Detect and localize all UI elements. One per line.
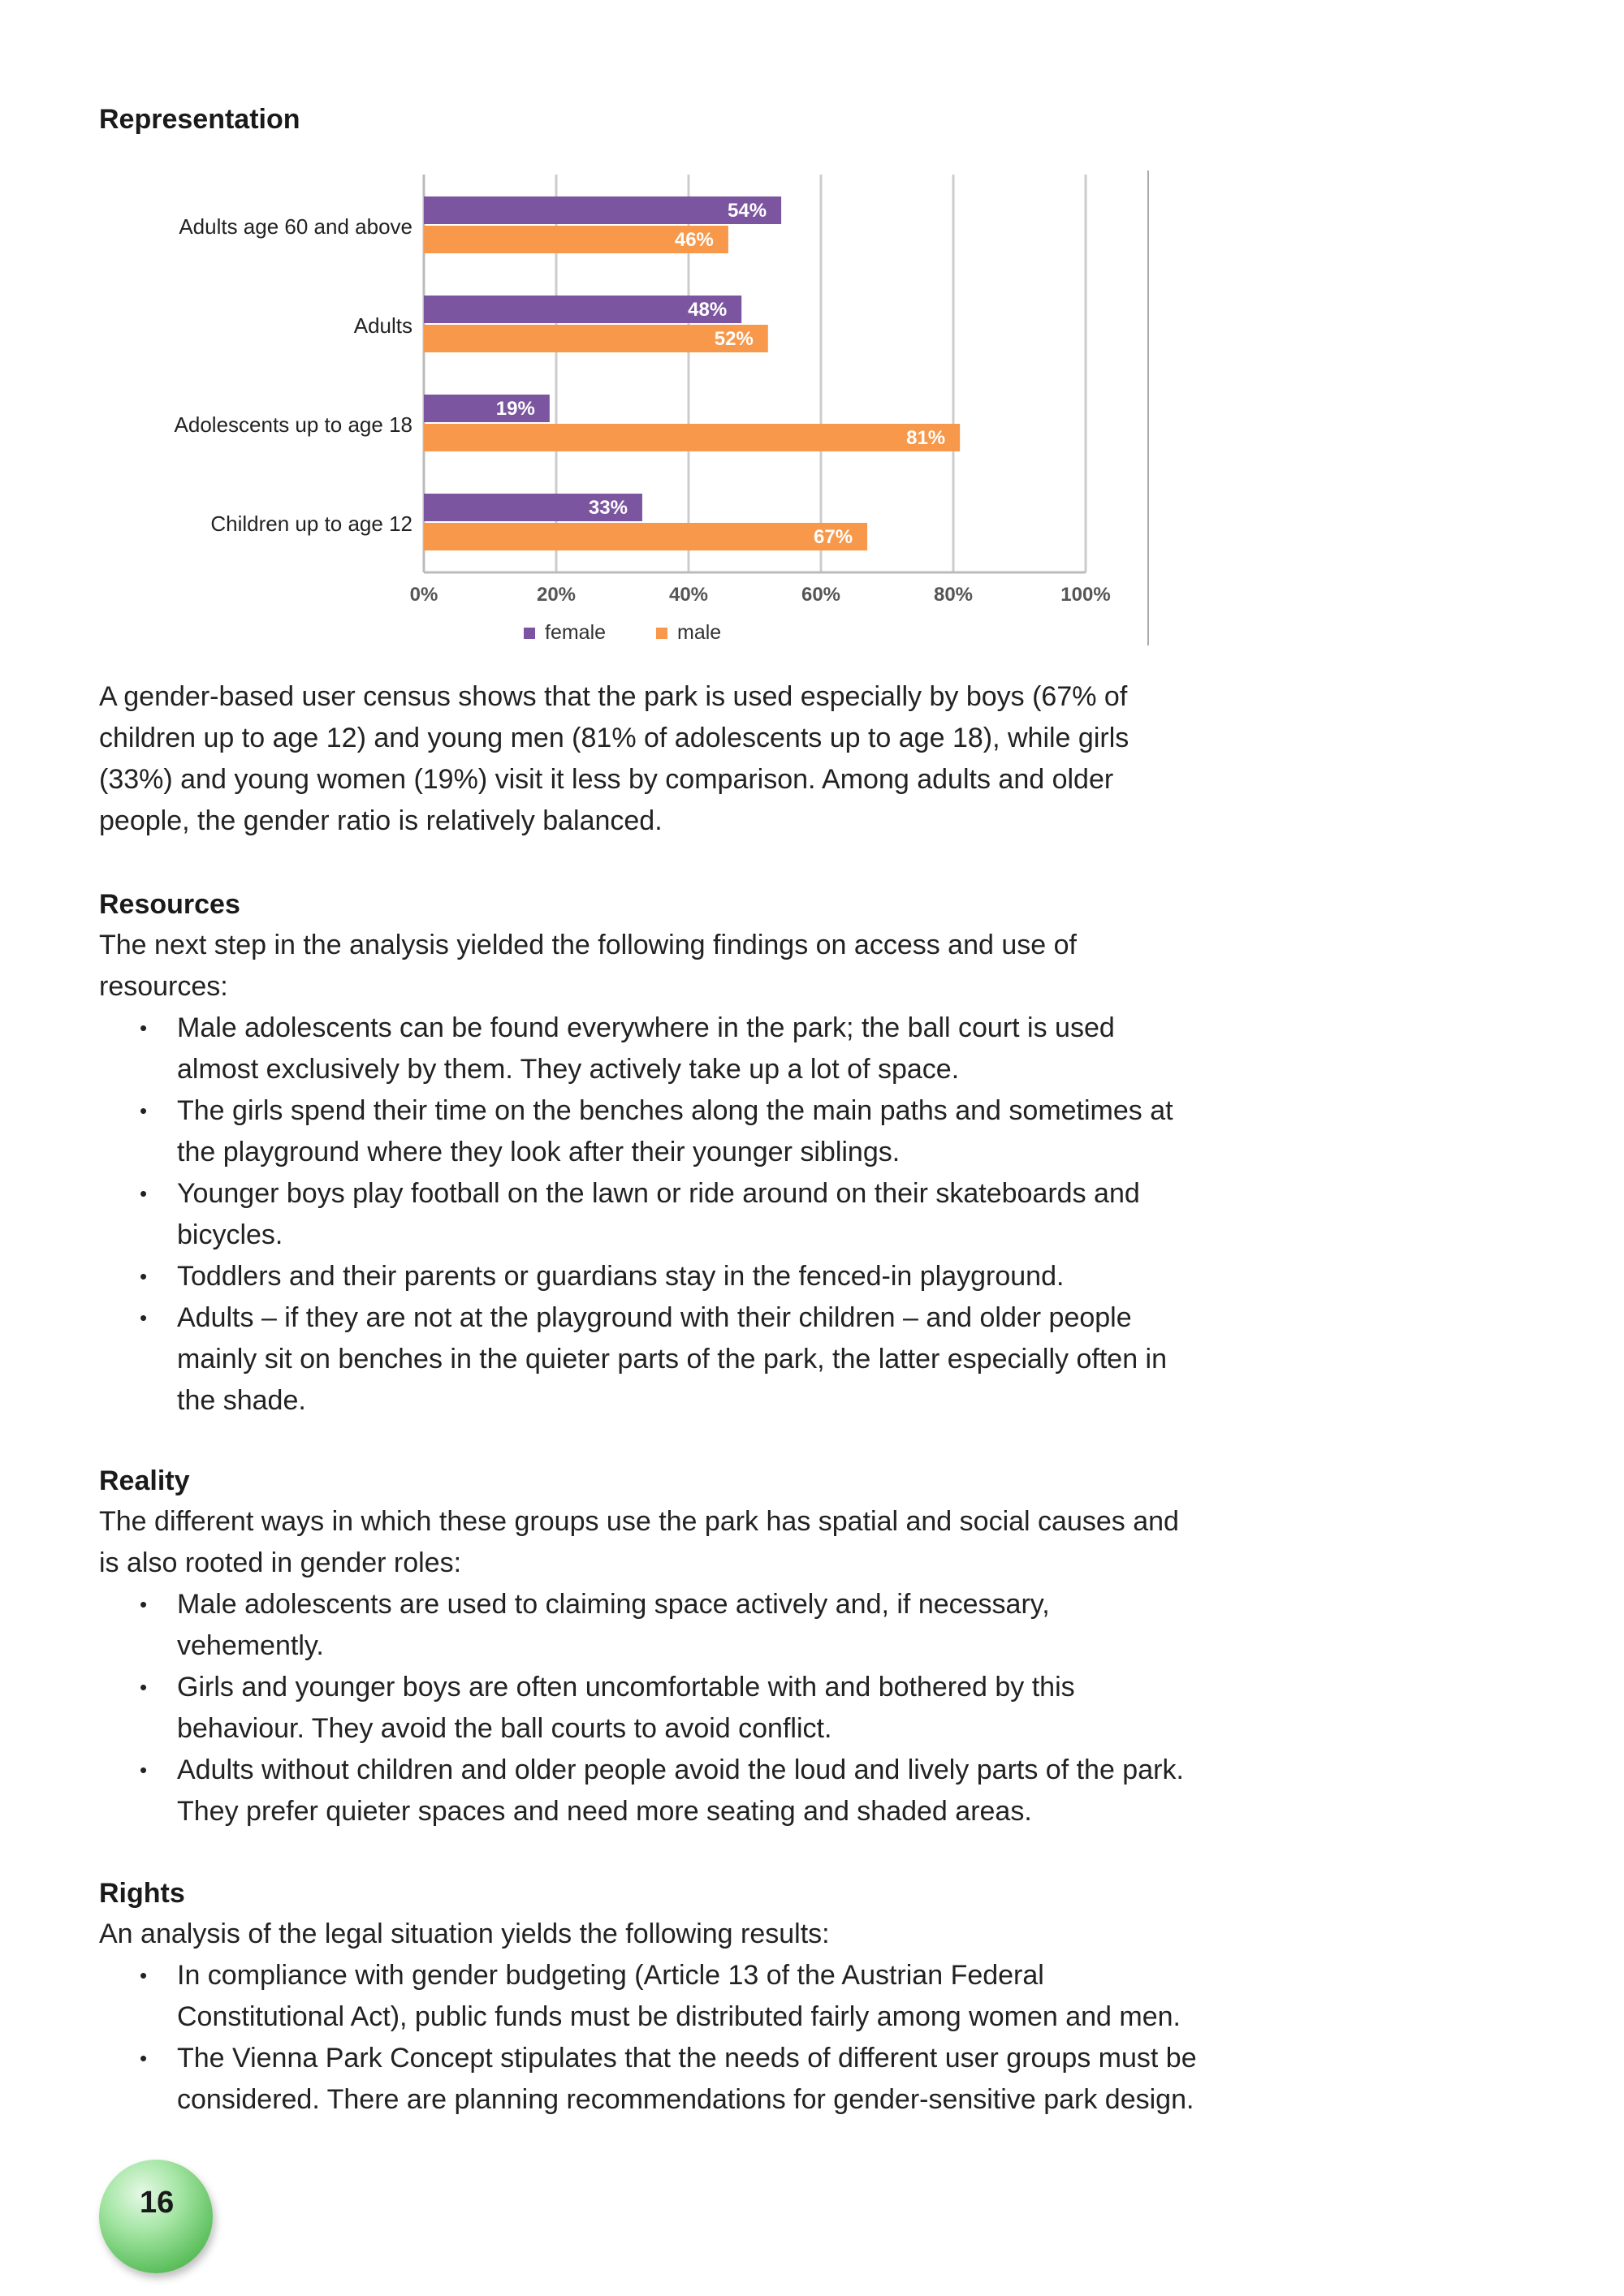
resources-list xyxy=(99,1008,1203,1422)
list-item: • Adults without children and older people avoid the loud and lively parts of the park. They prefer quieter spaces and need more seating and shaded areas. xyxy=(99,1750,1203,1832)
bullet-icon: • xyxy=(140,1758,148,1782)
category-label: Children up to age 12 xyxy=(210,511,412,536)
legend-label: female xyxy=(545,621,607,644)
resources-intro: The next step in the analysis yielded the following findings on access and use of resources: xyxy=(99,930,1077,1002)
list-item: • Male adolescents are used to claiming space actively and, if necessary, vehemently. xyxy=(99,1584,1203,1667)
data-label: 48% xyxy=(688,299,728,321)
reality-intro: The different ways in which these groups use the park has spatial and social causes and is also rooted in gender roles: xyxy=(99,1506,1179,1578)
section-heading-resources: Resources xyxy=(99,889,240,920)
legend-label: male xyxy=(677,621,722,644)
data-label: 33% xyxy=(588,497,628,519)
legend-swatch-male xyxy=(656,628,667,639)
rights-list xyxy=(99,1955,1203,2121)
list-item: • Toddlers and their parents or guardians stay in the fenced-in playground. xyxy=(99,1256,1203,1297)
bullet-icon: • xyxy=(140,1181,148,1206)
data-label: 52% xyxy=(714,328,754,350)
bullet-icon: • xyxy=(140,1016,148,1040)
page-number: 16 xyxy=(140,2186,175,2220)
male-bar xyxy=(424,523,867,550)
list-item: • In compliance with gender budgeting (Article 13 of the Austrian Federal Constitutional Act), public funds must be distributed fairly among women and men. xyxy=(99,1955,1203,2038)
list-item: • The girls spend their time on the benches along the main paths and sometimes at the playground where they look after their younger siblings. xyxy=(99,1090,1203,1173)
x-tick-label: 60% xyxy=(801,584,841,606)
list-item: • Male adolescents can be found everywhere in the park; the ball court is used almost exclusively by them. They actively take up a lot of space. xyxy=(99,1008,1203,1090)
data-label: 81% xyxy=(906,427,946,449)
bullet-icon: • xyxy=(140,1306,148,1330)
list-item: • Girls and younger boys are often uncomfortable with and bothered by this behaviour. They avoid the ball courts to avoid conflict. xyxy=(99,1667,1203,1750)
data-label: 46% xyxy=(674,229,714,251)
x-tick-label: 40% xyxy=(668,584,709,606)
list-item: • Younger boys play football on the lawn or ride around on their skateboards and bicycles. xyxy=(99,1173,1203,1256)
bullet-icon: • xyxy=(140,1675,148,1699)
x-tick-label: 100% xyxy=(1060,584,1111,606)
bullet-icon: • xyxy=(140,1098,148,1123)
gender-bar-chart xyxy=(0,162,1186,666)
male-bar xyxy=(424,424,960,451)
bullet-icon: • xyxy=(140,2046,148,2070)
section-heading-rights: Rights xyxy=(99,1878,185,1909)
data-label: 19% xyxy=(495,398,535,420)
rights-intro: An analysis of the legal situation yields the following results: xyxy=(99,1918,830,1949)
data-label: 54% xyxy=(728,200,767,222)
reality-list xyxy=(99,1584,1203,1832)
bullet-icon: • xyxy=(140,1264,148,1288)
section-heading-representation: Representation xyxy=(99,104,300,135)
list-item: • The Vienna Park Concept stipulates that the needs of different user groups must be considered. There are planning recommendations for gender-sensitive park design. xyxy=(99,2038,1203,2121)
x-tick-label: 0% xyxy=(409,584,438,606)
category-label: Adults age 60 and above xyxy=(179,214,412,239)
x-tick-label: 80% xyxy=(933,584,974,606)
legend-swatch-female xyxy=(524,628,535,639)
category-label: Adults xyxy=(353,313,412,338)
x-tick-label: 20% xyxy=(536,584,577,606)
census-paragraph: A gender-based user census shows that the park is used especially by boys (67% of children up to age 12) and young men (81% of adolescents up to age 18), while girls (33%) and young women (19%) visit it less by comparison. Among adults and older people, the gender ratio is relatively balanced. xyxy=(99,681,1129,836)
bullet-icon: • xyxy=(140,1592,148,1616)
section-heading-reality: Reality xyxy=(99,1465,190,1496)
data-label: 67% xyxy=(814,526,853,548)
bullet-icon: • xyxy=(140,1963,148,1987)
category-label: Adolescents up to age 18 xyxy=(174,412,412,437)
list-item: • Adults – if they are not at the playground with their children – and older people mainly sit on benches in the quieter parts of the park, the latter especially often in the shade. xyxy=(99,1297,1203,1422)
